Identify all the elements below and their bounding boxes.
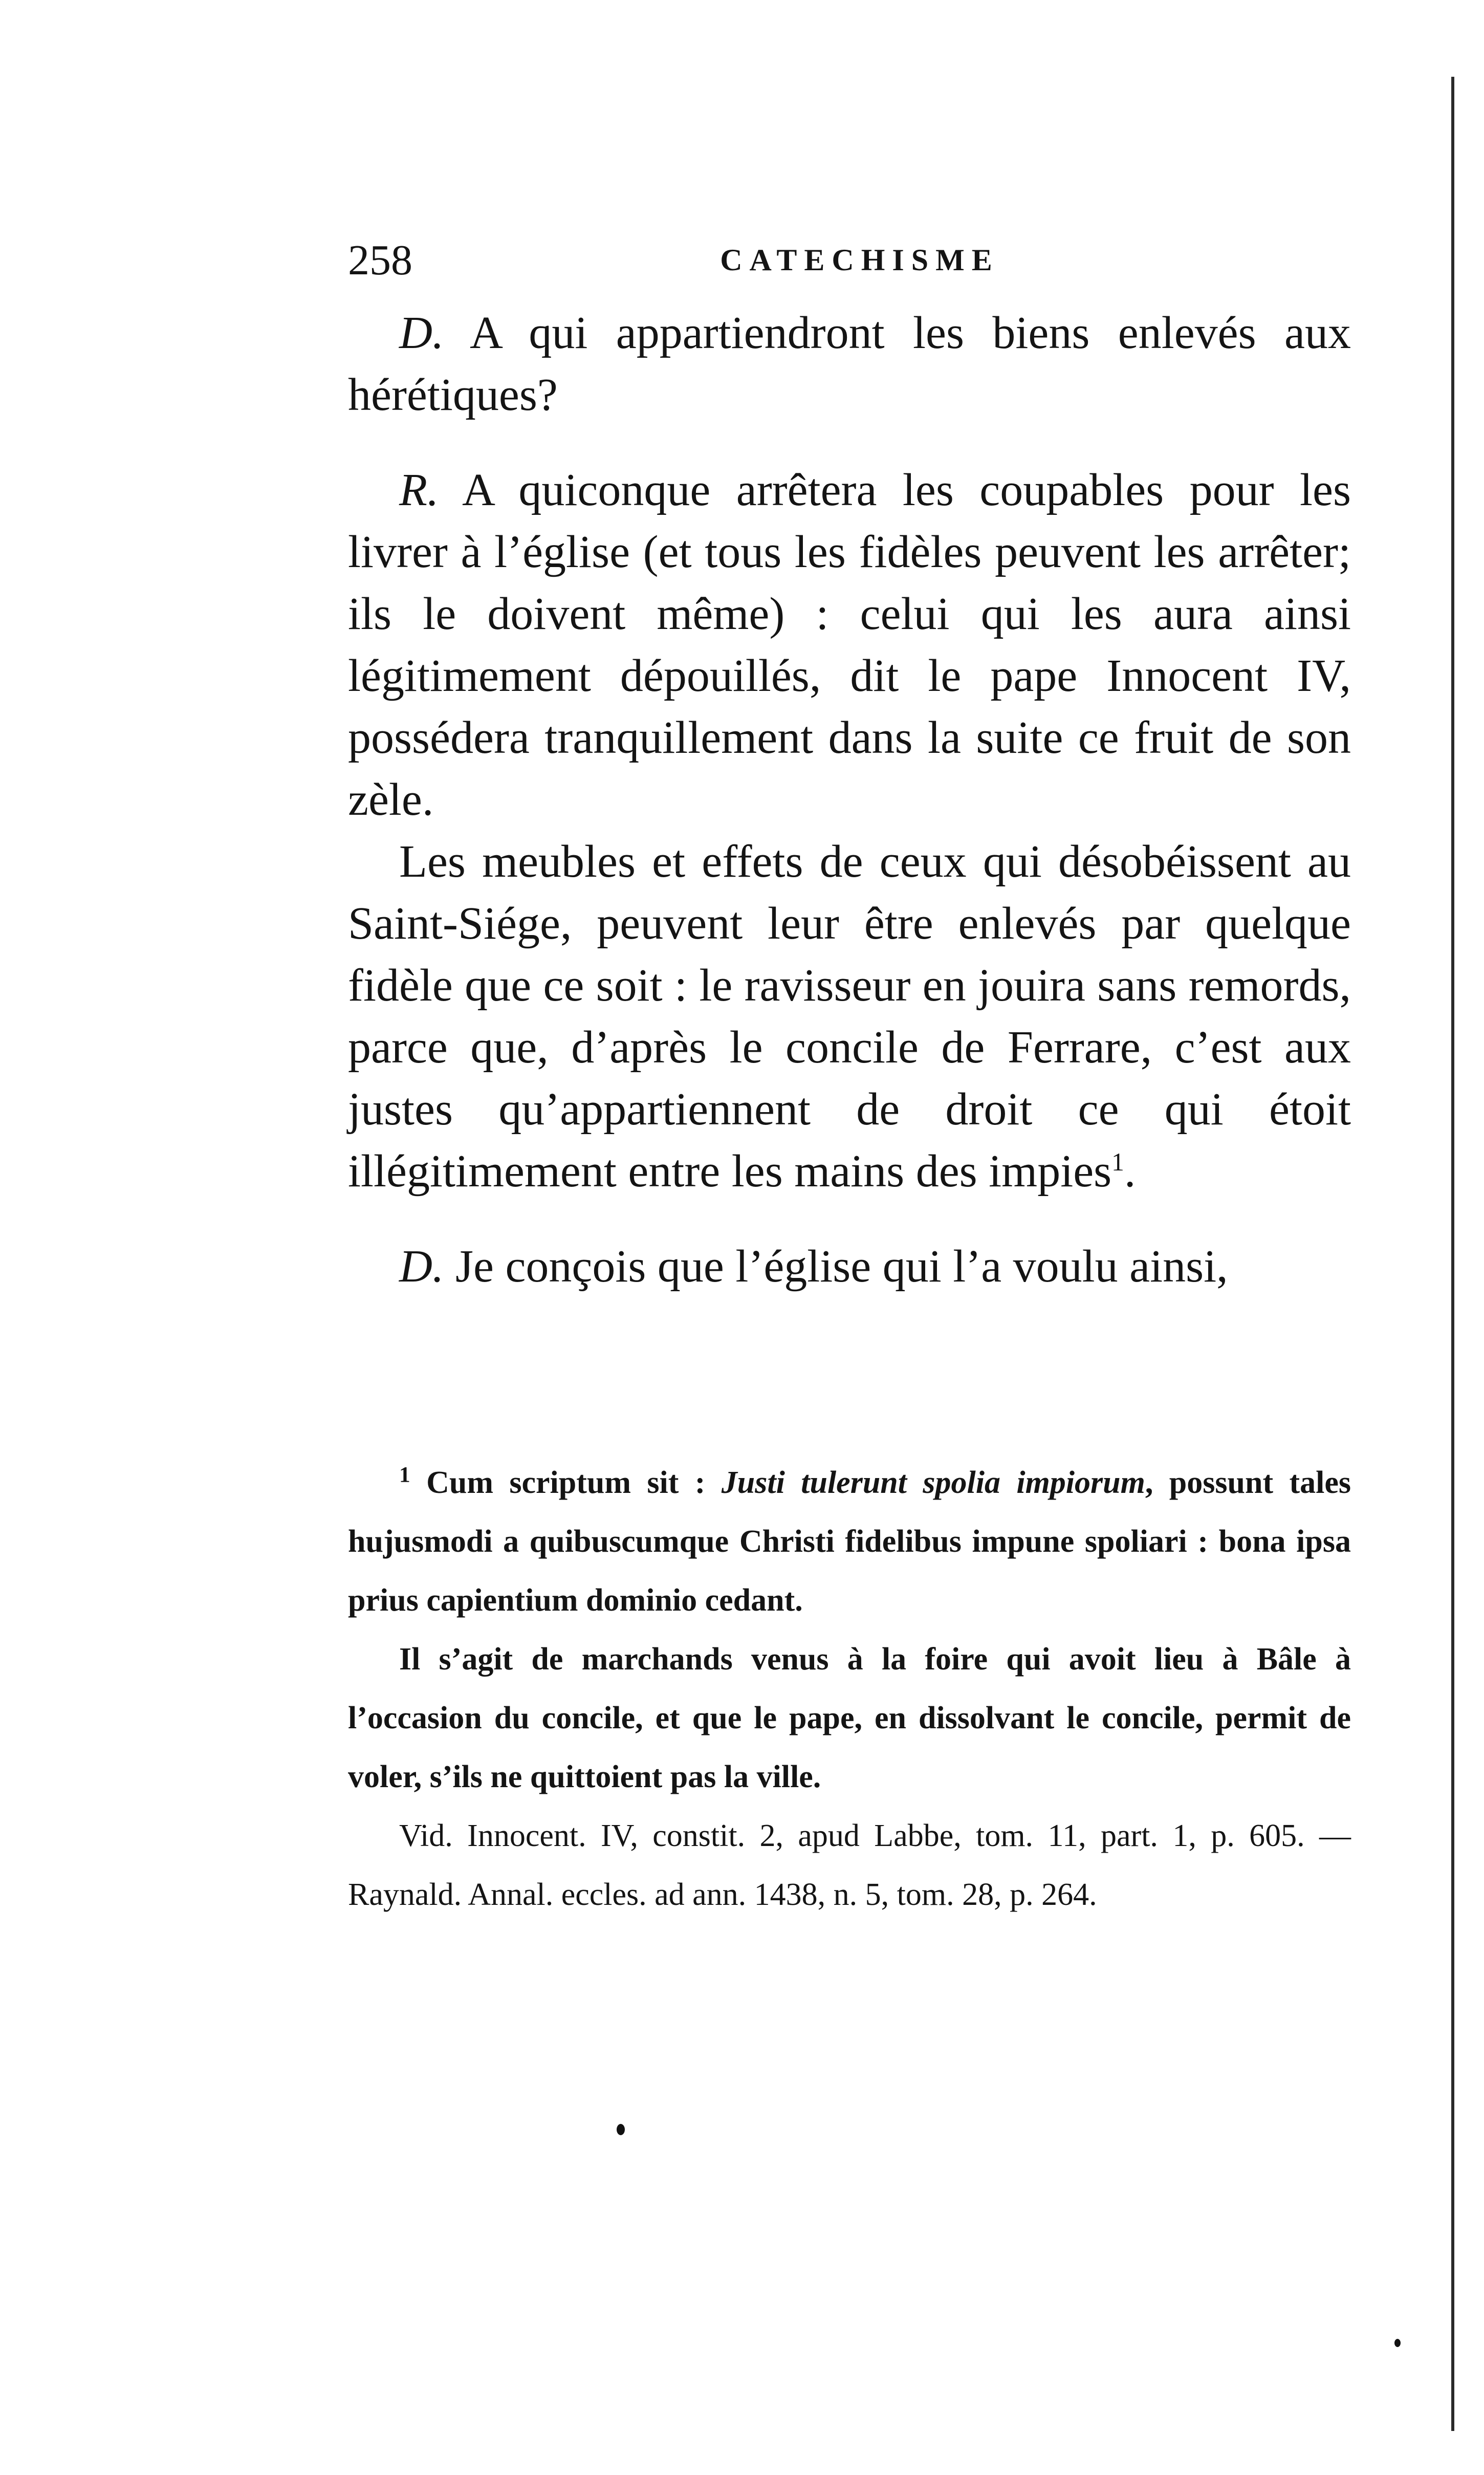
paragraph-text: A quiconque arrêtera les coupables pour les livrer à l’église (et tous les fidèles peuvent les arrêter; ils le doivent même) : celui qui les aura ainsi légitimement dépouillés, dit le pape Innocent IV, possédera tranquillement dans la suite ce fruit de son zèle. xyxy=(348,465,1351,825)
paragraph-question-2 xyxy=(348,1235,1351,1297)
footnotes xyxy=(348,1453,1351,1924)
footnote-lead: Cum scriptum sit : xyxy=(410,1465,722,1500)
footnote-marker: 1 xyxy=(399,1462,410,1487)
paragraph-text: A qui appartiendront les biens enlevés aux hérétiques? xyxy=(348,308,1351,420)
paragraph-question-1 xyxy=(348,302,1351,426)
paragraph-answer-2 xyxy=(348,831,1351,1202)
footnote-latin-quote: Justi tulerunt spolia impiorum xyxy=(721,1465,1145,1500)
page-number: 258 xyxy=(348,236,412,284)
paragraph-text: Les meubles et effets de ceux qui désobéissent au Saint-Siége, peuvent leur être enlevés par quelque fidèle que ce soit : le ravisseur en jouira sans remords, parce que, d’après le concile de Ferrare, c’est aux justes qu’appartiennent de droit ce qui étoit illégitimement entre les mains des impies xyxy=(348,836,1351,1197)
footnote-2: Il s’agit de marchands venus à la foire qui avoit lieu à Bâle à l’occasion du concile, et que le pape, en dissolvant le concile, permit de voler, s’ils ne quittoient pas la ville. xyxy=(348,1642,1351,1794)
paragraph-text: Je conçois que l’église qui l’a voulu ainsi, xyxy=(444,1241,1228,1292)
main-text xyxy=(348,302,1351,1297)
ink-blot xyxy=(1394,2339,1401,2347)
ink-blot xyxy=(617,2124,625,2135)
page-header xyxy=(348,235,1371,292)
speaker-label: D. xyxy=(399,1241,444,1292)
running-head: CATECHISME xyxy=(720,243,999,277)
footnote-1 xyxy=(348,1453,1351,1630)
page-edge-line xyxy=(1451,77,1454,2431)
footnote-3: Vid. Innocent. IV, constit. 2, apud Labbe, tom. 11, part. 1, p. 605. — Raynald. Annal. eccles. ad ann. 1438, n. 5, tom. 28, p. 264. xyxy=(348,1818,1351,1912)
footnote-reference: 1 xyxy=(1111,1148,1124,1176)
paragraph-answer-1 xyxy=(348,459,1351,831)
speaker-label: R. xyxy=(399,465,439,515)
paragraph-tail: . xyxy=(1124,1146,1136,1197)
footnote-rest: , possunt tales hujusmodi a quibuscumque Christi fidelibus impune spoliari : bona ipsa prius capientium dominio cedant. xyxy=(348,1465,1351,1618)
speaker-label: D. xyxy=(399,308,444,358)
